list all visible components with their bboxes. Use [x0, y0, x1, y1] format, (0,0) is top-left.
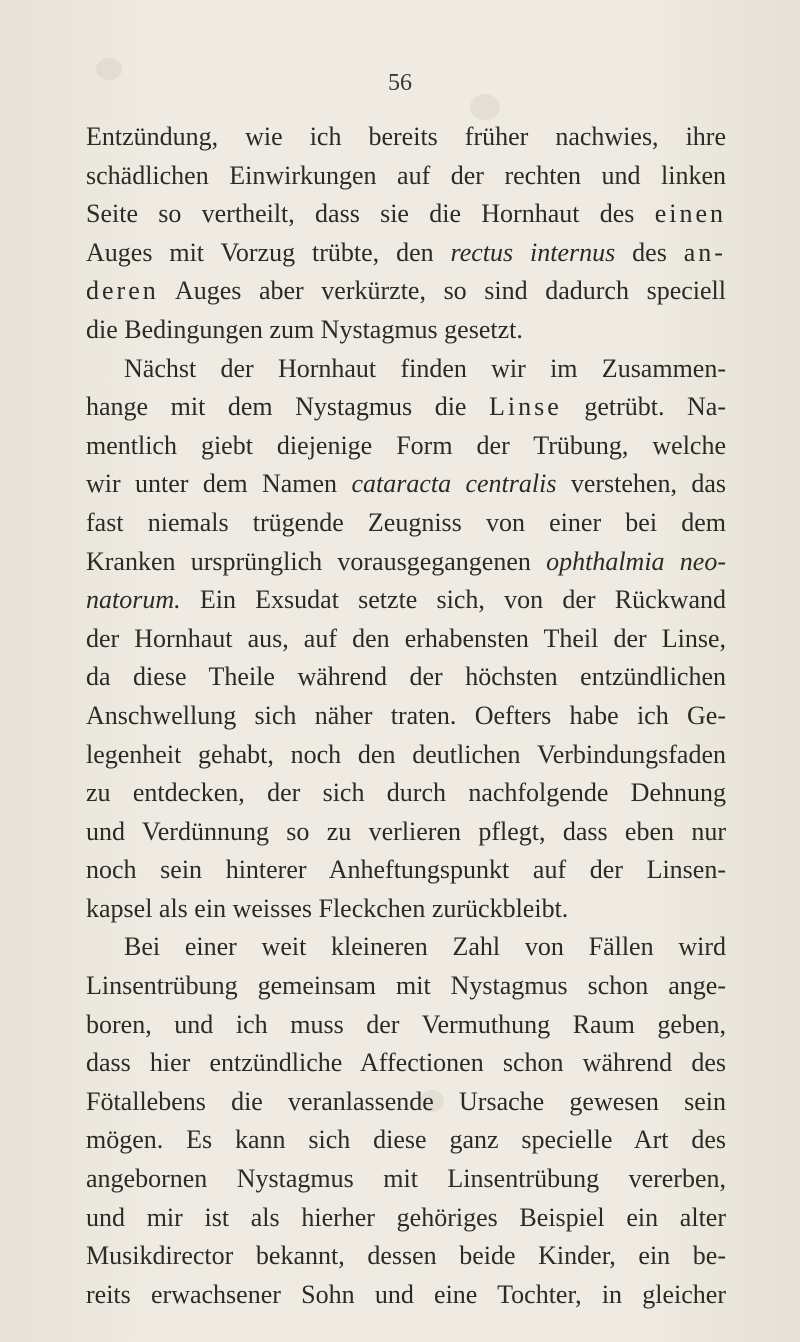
text-segment: reits erwachsener Sohn und eine Tochter, in gleicher [86, 1279, 726, 1309]
text-line [86, 311, 726, 350]
text-line [86, 967, 726, 1006]
text-line [86, 928, 726, 967]
page-number: 56 [388, 70, 412, 96]
text-line [86, 157, 726, 196]
spaced-emphasis: einen [654, 199, 726, 229]
text-line [86, 1199, 726, 1238]
text-segment: die Bedingungen zum Nystagmus gesetzt. [86, 314, 523, 344]
paper-stain [470, 94, 500, 120]
text-line [86, 1276, 726, 1315]
text-segment: Fötallebens die veranlassende Ursache gewesen sein [86, 1086, 726, 1116]
text-line [86, 658, 726, 697]
text-line [86, 890, 726, 929]
text-segment: Anschwellung sich näher traten. Oefters habe ich Ge- [86, 700, 726, 730]
text-line [86, 388, 726, 427]
text-segment: hange mit dem Nystagmus die [86, 392, 490, 422]
text-segment: getrübt. Na- [561, 392, 726, 422]
text-line [86, 195, 726, 234]
text-segment: verstehen, das [556, 469, 726, 499]
text-segment: wir unter dem Namen [86, 469, 352, 499]
body-text [86, 118, 726, 1314]
text-line [86, 543, 726, 582]
text-line [86, 697, 726, 736]
italic-term: natorum. [86, 585, 181, 615]
text-segment: angebornen Nystagmus mit Linsentrübung vererben, [86, 1164, 726, 1194]
text-segment: und Verdünnung so zu verlieren pflegt, dass eben nur [86, 816, 726, 846]
text-segment: Auges mit Vorzug trübte, den [86, 237, 451, 267]
text-segment: der Hornhaut aus, auf den erhabensten Theil der Linse, [86, 623, 726, 653]
italic-term: ophthalmia neo- [546, 546, 726, 576]
text-line [86, 1121, 726, 1160]
text-line [86, 272, 726, 311]
text-line [86, 851, 726, 890]
text-line [86, 620, 726, 659]
text-line [86, 1237, 726, 1276]
text-line [86, 736, 726, 775]
text-line [86, 504, 726, 543]
text-segment: dass hier entzündliche Affectionen schon während des [86, 1048, 726, 1078]
text-segment: Bei einer weit kleineren Zahl von Fällen wird [124, 932, 726, 962]
text-line [86, 1083, 726, 1122]
text-line [86, 581, 726, 620]
text-segment: des [615, 237, 684, 267]
spaced-emphasis: Linse [489, 392, 562, 422]
text-line [86, 234, 726, 273]
italic-term: rectus internus [450, 237, 616, 267]
italic-term: cataracta centralis [351, 469, 557, 499]
text-segment: Musikdirector bekannt, dessen beide Kinder, ein be- [86, 1241, 726, 1271]
text-segment: legenheit gehabt, noch den deutlichen Verbindungsfaden [86, 739, 726, 769]
text-line [86, 813, 726, 852]
text-line [86, 1006, 726, 1045]
text-segment: zu entdecken, der sich durch nachfolgende Dehnung [86, 778, 726, 808]
text-segment: Nächst der Hornhaut finden wir im Zusammen- [124, 353, 726, 383]
text-line [86, 350, 726, 389]
text-segment: Seite so vertheilt, dass sie die Hornhaut des [86, 199, 655, 229]
text-segment: und mir ist als hierher gehöriges Beispiel ein alter [86, 1202, 726, 1232]
text-segment: noch sein hinterer Anheftungspunkt auf der Linsen- [86, 855, 726, 885]
text-line [86, 465, 726, 504]
text-segment: schädlichen Einwirkungen auf der rechten und linken [86, 160, 726, 190]
text-segment: Kranken ursprünglich vorausgegangenen [86, 546, 547, 576]
text-segment: Auges aber verkürzte, so sind dadurch speciell [158, 276, 726, 306]
text-line [86, 118, 726, 157]
text-segment: Entzündung, wie ich bereits früher nachwies, ihre [86, 122, 726, 151]
spaced-emphasis: deren [86, 276, 159, 306]
text-segment: mentlich giebt diejenige Form der Trübung, welche [86, 430, 726, 460]
text-segment: boren, und ich muss der Vermuthung Raum geben, [86, 1009, 726, 1039]
text-line [86, 1044, 726, 1083]
text-line [86, 1160, 726, 1199]
spaced-emphasis: an- [683, 237, 726, 267]
text-segment: Linsentrübung gemeinsam mit Nystagmus schon ange- [86, 971, 726, 1001]
text-line [86, 427, 726, 466]
text-segment: kapsel als ein weisses Fleckchen zurückbleibt. [86, 893, 569, 923]
text-line [86, 774, 726, 813]
text-segment: da diese Theile während der höchsten entzündlichen [86, 662, 726, 692]
text-segment: mögen. Es kann sich diese ganz specielle Art des [86, 1125, 726, 1155]
text-segment: fast niemals trügende Zeugniss von einer bei dem [86, 507, 726, 537]
text-segment: Ein Exsudat setzte sich, von der Rückwand [180, 585, 726, 615]
